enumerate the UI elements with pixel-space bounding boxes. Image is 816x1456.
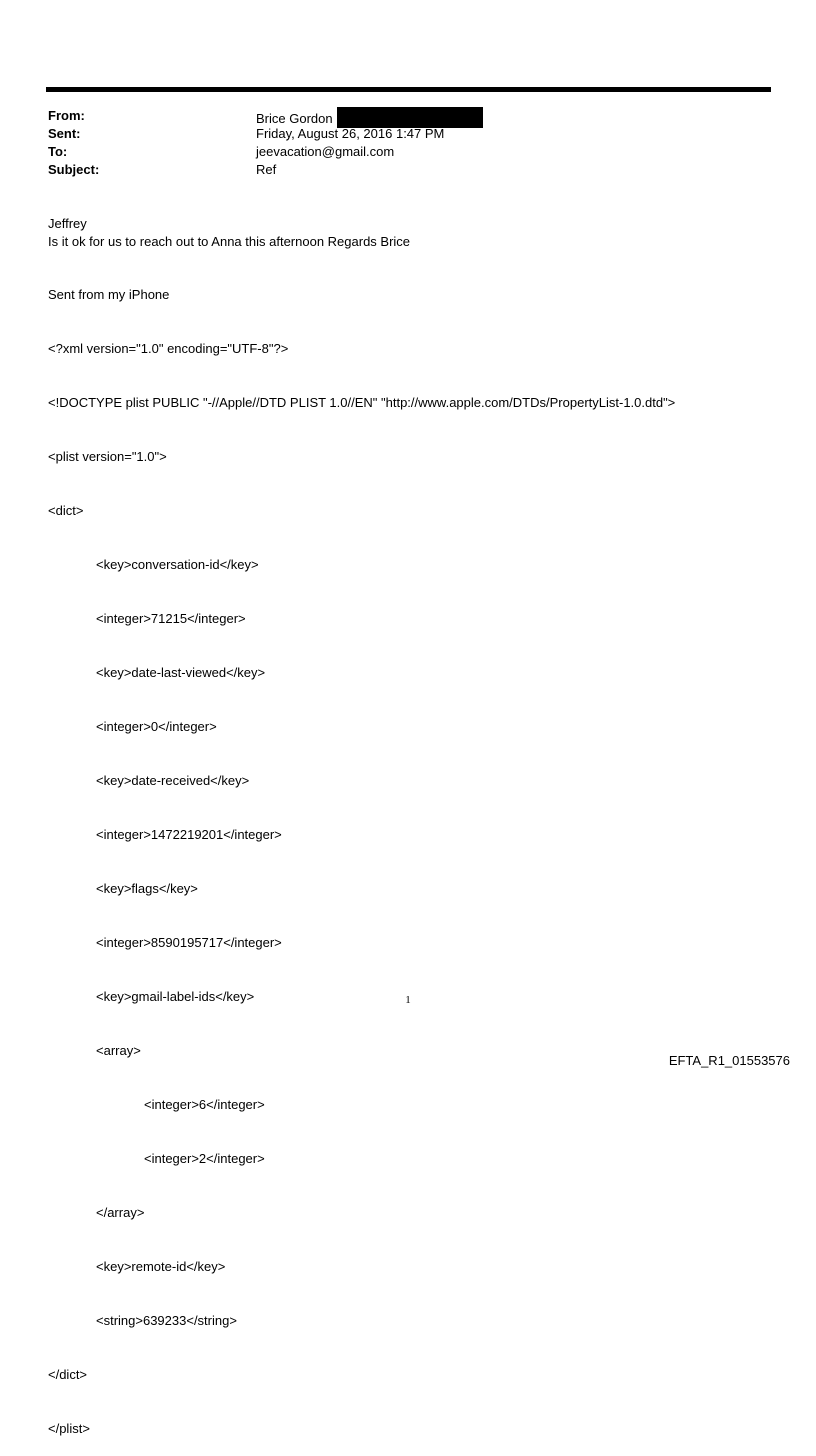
plist-open-tag: <plist version="1.0"> bbox=[48, 449, 167, 464]
plist-close-tag: </plist> bbox=[48, 1421, 90, 1436]
plist-line: <array> bbox=[96, 1043, 141, 1058]
dict-close-tag: </dict> bbox=[48, 1367, 88, 1382]
bates-number: EFTA_R1_01553576 bbox=[668, 1053, 790, 1068]
plist-doctype: <!DOCTYPE plist PUBLIC "-//Apple//DTD PLIST 1.0//EN" "http://www.apple.com/DTDs/PropertyList-1.0.dtd"> bbox=[48, 395, 676, 410]
plist-line: <integer>0</integer> bbox=[96, 719, 217, 734]
page-number: 1 bbox=[405, 994, 411, 1006]
subject-row bbox=[48, 161, 748, 179]
sent-label: Sent: bbox=[48, 126, 81, 141]
header-divider bbox=[46, 87, 771, 92]
from-row bbox=[48, 107, 748, 125]
to-row bbox=[48, 143, 748, 161]
subject-label: Subject: bbox=[48, 162, 100, 177]
plist-metadata bbox=[48, 304, 675, 1456]
plist-line: <integer>8590195717</integer> bbox=[96, 935, 282, 950]
greeting: Jeffrey bbox=[48, 216, 87, 231]
plist-xml-declaration: <?xml version="1.0" encoding="UTF-8"?> bbox=[48, 341, 289, 356]
plist-line: <integer>71215</integer> bbox=[96, 611, 246, 626]
dict-open-tag: <dict> bbox=[48, 503, 84, 518]
signature: Sent from my iPhone bbox=[48, 287, 170, 302]
to-value: jeevacation@gmail.com bbox=[256, 144, 395, 159]
plist-line: <key>remote-id</key> bbox=[96, 1259, 226, 1274]
plist-line: </array> bbox=[96, 1205, 145, 1220]
email-header bbox=[48, 107, 748, 179]
sent-value: Friday, August 26, 2016 1:47 PM bbox=[256, 126, 445, 141]
plist-line: <integer>1472219201</integer> bbox=[96, 827, 282, 842]
from-label: From: bbox=[48, 108, 85, 123]
sent-row bbox=[48, 125, 748, 143]
message-text: Is it ok for us to reach out to Anna this afternoon Regards Brice bbox=[48, 234, 411, 249]
plist-line: <integer>2</integer> bbox=[144, 1151, 265, 1166]
from-name: Brice Gordon bbox=[256, 111, 333, 126]
to-label: To: bbox=[48, 144, 68, 159]
plist-line: <key>date-last-viewed</key> bbox=[96, 665, 266, 680]
plist-line: <integer>6</integer> bbox=[144, 1097, 265, 1112]
plist-line: <key>conversation-id</key> bbox=[96, 557, 259, 572]
plist-line: <key>flags</key> bbox=[96, 881, 198, 896]
plist-line: <key>gmail-label-ids</key> bbox=[96, 989, 255, 1004]
subject-value: Ref bbox=[256, 162, 277, 177]
plist-line: <key>date-received</key> bbox=[96, 773, 250, 788]
plist-line: <string>639233</string> bbox=[96, 1313, 237, 1328]
